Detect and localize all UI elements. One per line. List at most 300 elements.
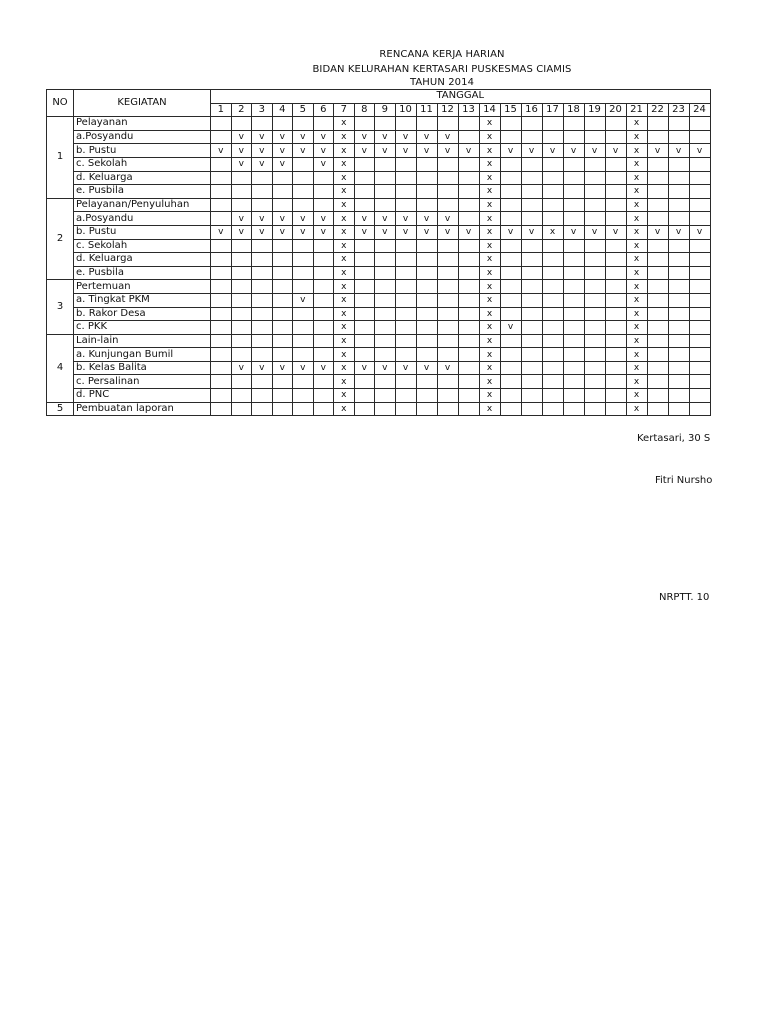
day-mark-cell (211, 375, 232, 389)
day-mark-cell (231, 266, 252, 280)
day-mark-cell: v (293, 144, 314, 158)
day-mark-cell: x (334, 225, 355, 239)
activity-label: a.Posyandu (74, 212, 211, 226)
day-mark-cell (437, 185, 458, 199)
day-mark-cell: v (584, 225, 605, 239)
day-mark-cell: x (479, 321, 500, 335)
day-mark-cell (605, 307, 626, 321)
day-mark-cell: v (521, 225, 542, 239)
day-mark-cell (500, 157, 521, 171)
day-mark-cell: x (334, 348, 355, 362)
day-mark-cell (563, 389, 584, 403)
day-mark-cell (293, 198, 314, 212)
activity-row (47, 348, 711, 362)
activity-label: c. Persalinan (74, 375, 211, 389)
day-mark-cell: v (252, 144, 273, 158)
day-mark-cell: v (416, 225, 437, 239)
day-mark-cell (354, 171, 375, 185)
day-mark-cell: x (626, 266, 647, 280)
day-mark-cell: x (479, 307, 500, 321)
day-mark-cell (354, 375, 375, 389)
day-mark-cell (231, 389, 252, 403)
day-mark-cell (272, 348, 293, 362)
day-mark-cell (375, 375, 396, 389)
day-mark-cell (375, 157, 396, 171)
activity-label: a.Posyandu (74, 130, 211, 144)
day-mark-cell (500, 307, 521, 321)
day-mark-cell (211, 130, 232, 144)
day-mark-cell (354, 321, 375, 335)
day-mark-cell (542, 402, 563, 416)
day-mark-cell (668, 389, 689, 403)
day-mark-cell (395, 253, 416, 267)
day-mark-cell (563, 212, 584, 226)
day-mark-cell: x (334, 389, 355, 403)
day-mark-cell (563, 375, 584, 389)
day-mark-cell (500, 185, 521, 199)
day-mark-cell (416, 239, 437, 253)
activity-label: e. Pusbila (74, 266, 211, 280)
day-mark-cell: x (626, 171, 647, 185)
day-mark-cell: v (252, 130, 273, 144)
day-mark-cell (605, 253, 626, 267)
day-mark-cell (252, 307, 273, 321)
day-mark-cell: v (416, 212, 437, 226)
day-mark-cell (563, 239, 584, 253)
day-mark-cell: v (313, 130, 334, 144)
day-mark-cell (354, 253, 375, 267)
day-mark-cell: v (293, 212, 314, 226)
day-mark-cell (458, 321, 479, 335)
day-mark-cell: v (416, 130, 437, 144)
day-mark-cell: x (626, 402, 647, 416)
day-mark-cell (354, 198, 375, 212)
activity-row (47, 321, 711, 335)
day-number: 17 (542, 103, 563, 117)
day-mark-cell (584, 157, 605, 171)
group-number: 1 (47, 117, 74, 199)
day-mark-cell: v (395, 225, 416, 239)
day-mark-cell: x (626, 361, 647, 375)
day-mark-cell (272, 280, 293, 294)
day-mark-cell: x (479, 239, 500, 253)
day-mark-cell: v (252, 157, 273, 171)
day-mark-cell (354, 117, 375, 131)
day-mark-cell (252, 117, 273, 131)
day-mark-cell (542, 117, 563, 131)
day-mark-cell (500, 212, 521, 226)
day-mark-cell: x (626, 334, 647, 348)
day-mark-cell (272, 375, 293, 389)
day-mark-cell (500, 389, 521, 403)
day-mark-cell (605, 185, 626, 199)
day-mark-cell (584, 212, 605, 226)
day-mark-cell (272, 171, 293, 185)
day-mark-cell (252, 185, 273, 199)
day-mark-cell: v (395, 212, 416, 226)
day-mark-cell: v (500, 144, 521, 158)
day-mark-cell (500, 293, 521, 307)
day-mark-cell: x (479, 130, 500, 144)
day-mark-cell (584, 253, 605, 267)
day-mark-cell (437, 348, 458, 362)
day-mark-cell (584, 130, 605, 144)
day-mark-cell: v (272, 225, 293, 239)
group-number: 5 (47, 402, 74, 416)
day-mark-cell (647, 117, 668, 131)
day-mark-cell (605, 280, 626, 294)
day-mark-cell (231, 334, 252, 348)
day-mark-cell (211, 185, 232, 199)
day-mark-cell (272, 239, 293, 253)
day-mark-cell (211, 293, 232, 307)
day-mark-cell: v (521, 144, 542, 158)
day-mark-cell: v (272, 212, 293, 226)
day-mark-cell (375, 334, 396, 348)
day-mark-cell: x (626, 117, 647, 131)
day-mark-cell: v (542, 144, 563, 158)
day-mark-cell (689, 348, 710, 362)
day-mark-cell: v (668, 144, 689, 158)
day-mark-cell (668, 280, 689, 294)
day-number: 22 (647, 103, 668, 117)
day-mark-cell: v (354, 130, 375, 144)
day-mark-cell: v (395, 130, 416, 144)
day-number: 19 (584, 103, 605, 117)
day-mark-cell (689, 307, 710, 321)
day-mark-cell: v (437, 144, 458, 158)
activity-row (47, 212, 711, 226)
day-mark-cell (416, 321, 437, 335)
activity-row (47, 389, 711, 403)
activity-label: a. Tingkat PKM (74, 293, 211, 307)
day-mark-cell (211, 171, 232, 185)
day-mark-cell: v (375, 144, 396, 158)
activity-label: d. Keluarga (74, 171, 211, 185)
day-mark-cell (500, 334, 521, 348)
day-mark-cell (395, 348, 416, 362)
day-mark-cell (437, 307, 458, 321)
day-mark-cell: v (689, 144, 710, 158)
day-mark-cell (689, 293, 710, 307)
day-mark-cell (313, 117, 334, 131)
day-mark-cell (689, 375, 710, 389)
day-mark-cell: v (437, 225, 458, 239)
day-mark-cell (689, 253, 710, 267)
day-mark-cell (272, 307, 293, 321)
day-mark-cell (416, 402, 437, 416)
day-mark-cell (437, 157, 458, 171)
day-mark-cell (458, 402, 479, 416)
day-mark-cell (563, 171, 584, 185)
day-mark-cell (211, 307, 232, 321)
day-mark-cell: v (272, 157, 293, 171)
day-mark-cell (458, 239, 479, 253)
day-mark-cell (647, 212, 668, 226)
day-mark-cell (647, 348, 668, 362)
day-mark-cell (521, 321, 542, 335)
document-subtitle: BIDAN KELURAHAN KERTASARI PUSKESMAS CIAMIS (312, 64, 572, 75)
day-mark-cell (375, 117, 396, 131)
day-mark-cell: x (479, 225, 500, 239)
day-mark-cell (500, 348, 521, 362)
column-header-kegiatan: KEGIATAN (74, 90, 211, 117)
day-mark-cell (584, 198, 605, 212)
day-mark-cell (521, 198, 542, 212)
day-mark-cell (563, 348, 584, 362)
day-mark-cell (542, 293, 563, 307)
activity-label: d. Keluarga (74, 253, 211, 267)
activity-row (47, 307, 711, 321)
day-mark-cell (584, 321, 605, 335)
day-mark-cell: x (479, 253, 500, 267)
day-mark-cell (437, 171, 458, 185)
column-header-no: NO (47, 90, 74, 117)
day-mark-cell (375, 348, 396, 362)
day-mark-cell (231, 171, 252, 185)
day-mark-cell (521, 307, 542, 321)
day-mark-cell (563, 293, 584, 307)
day-mark-cell: v (313, 157, 334, 171)
day-mark-cell (395, 307, 416, 321)
day-number: 10 (395, 103, 416, 117)
document-title: RENCANA KERJA HARIAN (379, 49, 505, 60)
day-mark-cell (231, 239, 252, 253)
day-number: 8 (354, 103, 375, 117)
day-mark-cell (395, 389, 416, 403)
day-mark-cell (500, 198, 521, 212)
day-mark-cell (231, 375, 252, 389)
day-mark-cell (252, 402, 273, 416)
day-mark-cell (689, 280, 710, 294)
day-mark-cell (293, 253, 314, 267)
activity-label: c. Sekolah (74, 157, 211, 171)
day-mark-cell: x (334, 280, 355, 294)
day-mark-cell: x (334, 239, 355, 253)
day-mark-cell (375, 239, 396, 253)
day-mark-cell (272, 402, 293, 416)
document-year: TAHUN 2014 (409, 77, 475, 88)
day-mark-cell (437, 389, 458, 403)
day-mark-cell (521, 361, 542, 375)
day-mark-cell: v (252, 225, 273, 239)
activity-label: b. Kelas Balita (74, 361, 211, 375)
activity-row (47, 157, 711, 171)
day-mark-cell (563, 266, 584, 280)
day-mark-cell (689, 334, 710, 348)
day-mark-cell: x (626, 225, 647, 239)
day-mark-cell: v (313, 361, 334, 375)
activity-row (47, 171, 711, 185)
day-mark-cell (211, 266, 232, 280)
day-mark-cell (500, 375, 521, 389)
day-mark-cell (542, 307, 563, 321)
day-mark-cell (313, 321, 334, 335)
day-mark-cell (500, 402, 521, 416)
day-mark-cell: v (252, 361, 273, 375)
day-mark-cell: v (563, 225, 584, 239)
day-mark-cell (521, 171, 542, 185)
day-mark-cell (668, 361, 689, 375)
day-mark-cell: x (626, 198, 647, 212)
day-mark-cell (689, 266, 710, 280)
day-mark-cell (231, 253, 252, 267)
day-mark-cell (647, 266, 668, 280)
header-row (47, 90, 711, 104)
day-mark-cell (668, 334, 689, 348)
day-mark-cell: x (334, 375, 355, 389)
day-mark-cell: v (605, 144, 626, 158)
day-mark-cell (437, 293, 458, 307)
day-mark-cell (395, 402, 416, 416)
day-mark-cell (668, 293, 689, 307)
day-mark-cell (647, 239, 668, 253)
day-mark-cell (458, 130, 479, 144)
day-mark-cell (252, 171, 273, 185)
group-number: 2 (47, 198, 74, 280)
day-mark-cell (211, 389, 232, 403)
day-mark-cell (375, 280, 396, 294)
day-mark-cell: x (479, 293, 500, 307)
day-mark-cell (563, 402, 584, 416)
day-mark-cell: x (626, 157, 647, 171)
day-mark-cell: v (416, 144, 437, 158)
day-mark-cell (354, 157, 375, 171)
day-mark-cell (500, 253, 521, 267)
day-mark-cell (689, 130, 710, 144)
day-mark-cell (584, 334, 605, 348)
day-mark-cell (668, 375, 689, 389)
day-mark-cell (647, 171, 668, 185)
day-mark-cell: v (500, 225, 521, 239)
day-mark-cell (605, 402, 626, 416)
day-mark-cell (521, 266, 542, 280)
day-mark-cell (293, 157, 314, 171)
day-mark-cell: x (334, 253, 355, 267)
day-mark-cell (689, 157, 710, 171)
day-mark-cell: v (375, 212, 396, 226)
day-mark-cell: x (479, 389, 500, 403)
day-mark-cell (647, 157, 668, 171)
day-mark-cell (563, 157, 584, 171)
day-mark-cell (354, 402, 375, 416)
day-mark-cell: v (231, 212, 252, 226)
day-mark-cell (668, 266, 689, 280)
place-date: Kertasari, 30 S (637, 433, 711, 444)
day-mark-cell: x (334, 144, 355, 158)
activity-label: Lain-lain (74, 334, 211, 348)
day-mark-cell (668, 402, 689, 416)
day-mark-cell (500, 280, 521, 294)
activity-label: Pertemuan (74, 280, 211, 294)
day-mark-cell: x (479, 185, 500, 199)
day-mark-cell (605, 266, 626, 280)
day-mark-cell (416, 389, 437, 403)
day-mark-cell (293, 239, 314, 253)
day-mark-cell: x (626, 375, 647, 389)
day-mark-cell (293, 389, 314, 403)
day-mark-cell (211, 361, 232, 375)
day-mark-cell (395, 198, 416, 212)
activity-row (47, 375, 711, 389)
day-mark-cell (375, 253, 396, 267)
day-mark-cell (293, 348, 314, 362)
day-number: 9 (375, 103, 396, 117)
day-mark-cell: v (395, 144, 416, 158)
day-mark-cell (437, 253, 458, 267)
day-mark-cell: x (626, 293, 647, 307)
activity-label: c. PKK (74, 321, 211, 335)
day-mark-cell (584, 293, 605, 307)
day-mark-cell (521, 375, 542, 389)
day-mark-cell (437, 321, 458, 335)
day-mark-cell (354, 293, 375, 307)
day-mark-cell (458, 266, 479, 280)
day-mark-cell (375, 307, 396, 321)
day-mark-cell (668, 239, 689, 253)
day-mark-cell (416, 185, 437, 199)
day-mark-cell (542, 157, 563, 171)
day-mark-cell (354, 266, 375, 280)
day-mark-cell (458, 375, 479, 389)
day-mark-cell: x (626, 239, 647, 253)
day-mark-cell: x (334, 266, 355, 280)
day-mark-cell: x (334, 334, 355, 348)
day-mark-cell: v (293, 225, 314, 239)
day-mark-cell (416, 198, 437, 212)
day-mark-cell: v (211, 144, 232, 158)
day-mark-cell (437, 198, 458, 212)
day-mark-cell: x (479, 212, 500, 226)
day-mark-cell: x (479, 334, 500, 348)
day-mark-cell (668, 253, 689, 267)
day-mark-cell (605, 157, 626, 171)
group-number: 3 (47, 280, 74, 334)
day-mark-cell (375, 185, 396, 199)
day-mark-cell (458, 389, 479, 403)
day-number: 4 (272, 103, 293, 117)
day-mark-cell: v (437, 212, 458, 226)
day-mark-cell: v (668, 225, 689, 239)
day-mark-cell (542, 334, 563, 348)
activity-row (47, 117, 711, 131)
day-mark-cell (395, 280, 416, 294)
activity-label: b. Pustu (74, 225, 211, 239)
day-mark-cell (395, 321, 416, 335)
day-mark-cell: v (231, 144, 252, 158)
day-mark-cell (211, 117, 232, 131)
day-mark-cell: v (293, 293, 314, 307)
day-mark-cell: v (231, 157, 252, 171)
day-mark-cell (293, 171, 314, 185)
column-header-tanggal: TANGGAL (211, 90, 711, 104)
day-mark-cell (563, 198, 584, 212)
day-mark-cell (313, 348, 334, 362)
day-mark-cell (584, 375, 605, 389)
day-mark-cell (563, 117, 584, 131)
day-mark-cell (458, 280, 479, 294)
day-mark-cell (605, 171, 626, 185)
day-mark-cell (395, 157, 416, 171)
day-mark-cell: v (211, 225, 232, 239)
day-mark-cell (521, 157, 542, 171)
day-mark-cell: x (479, 280, 500, 294)
day-mark-cell: x (334, 157, 355, 171)
day-mark-cell (293, 266, 314, 280)
activity-row (47, 253, 711, 267)
day-mark-cell (647, 280, 668, 294)
day-mark-cell (313, 293, 334, 307)
